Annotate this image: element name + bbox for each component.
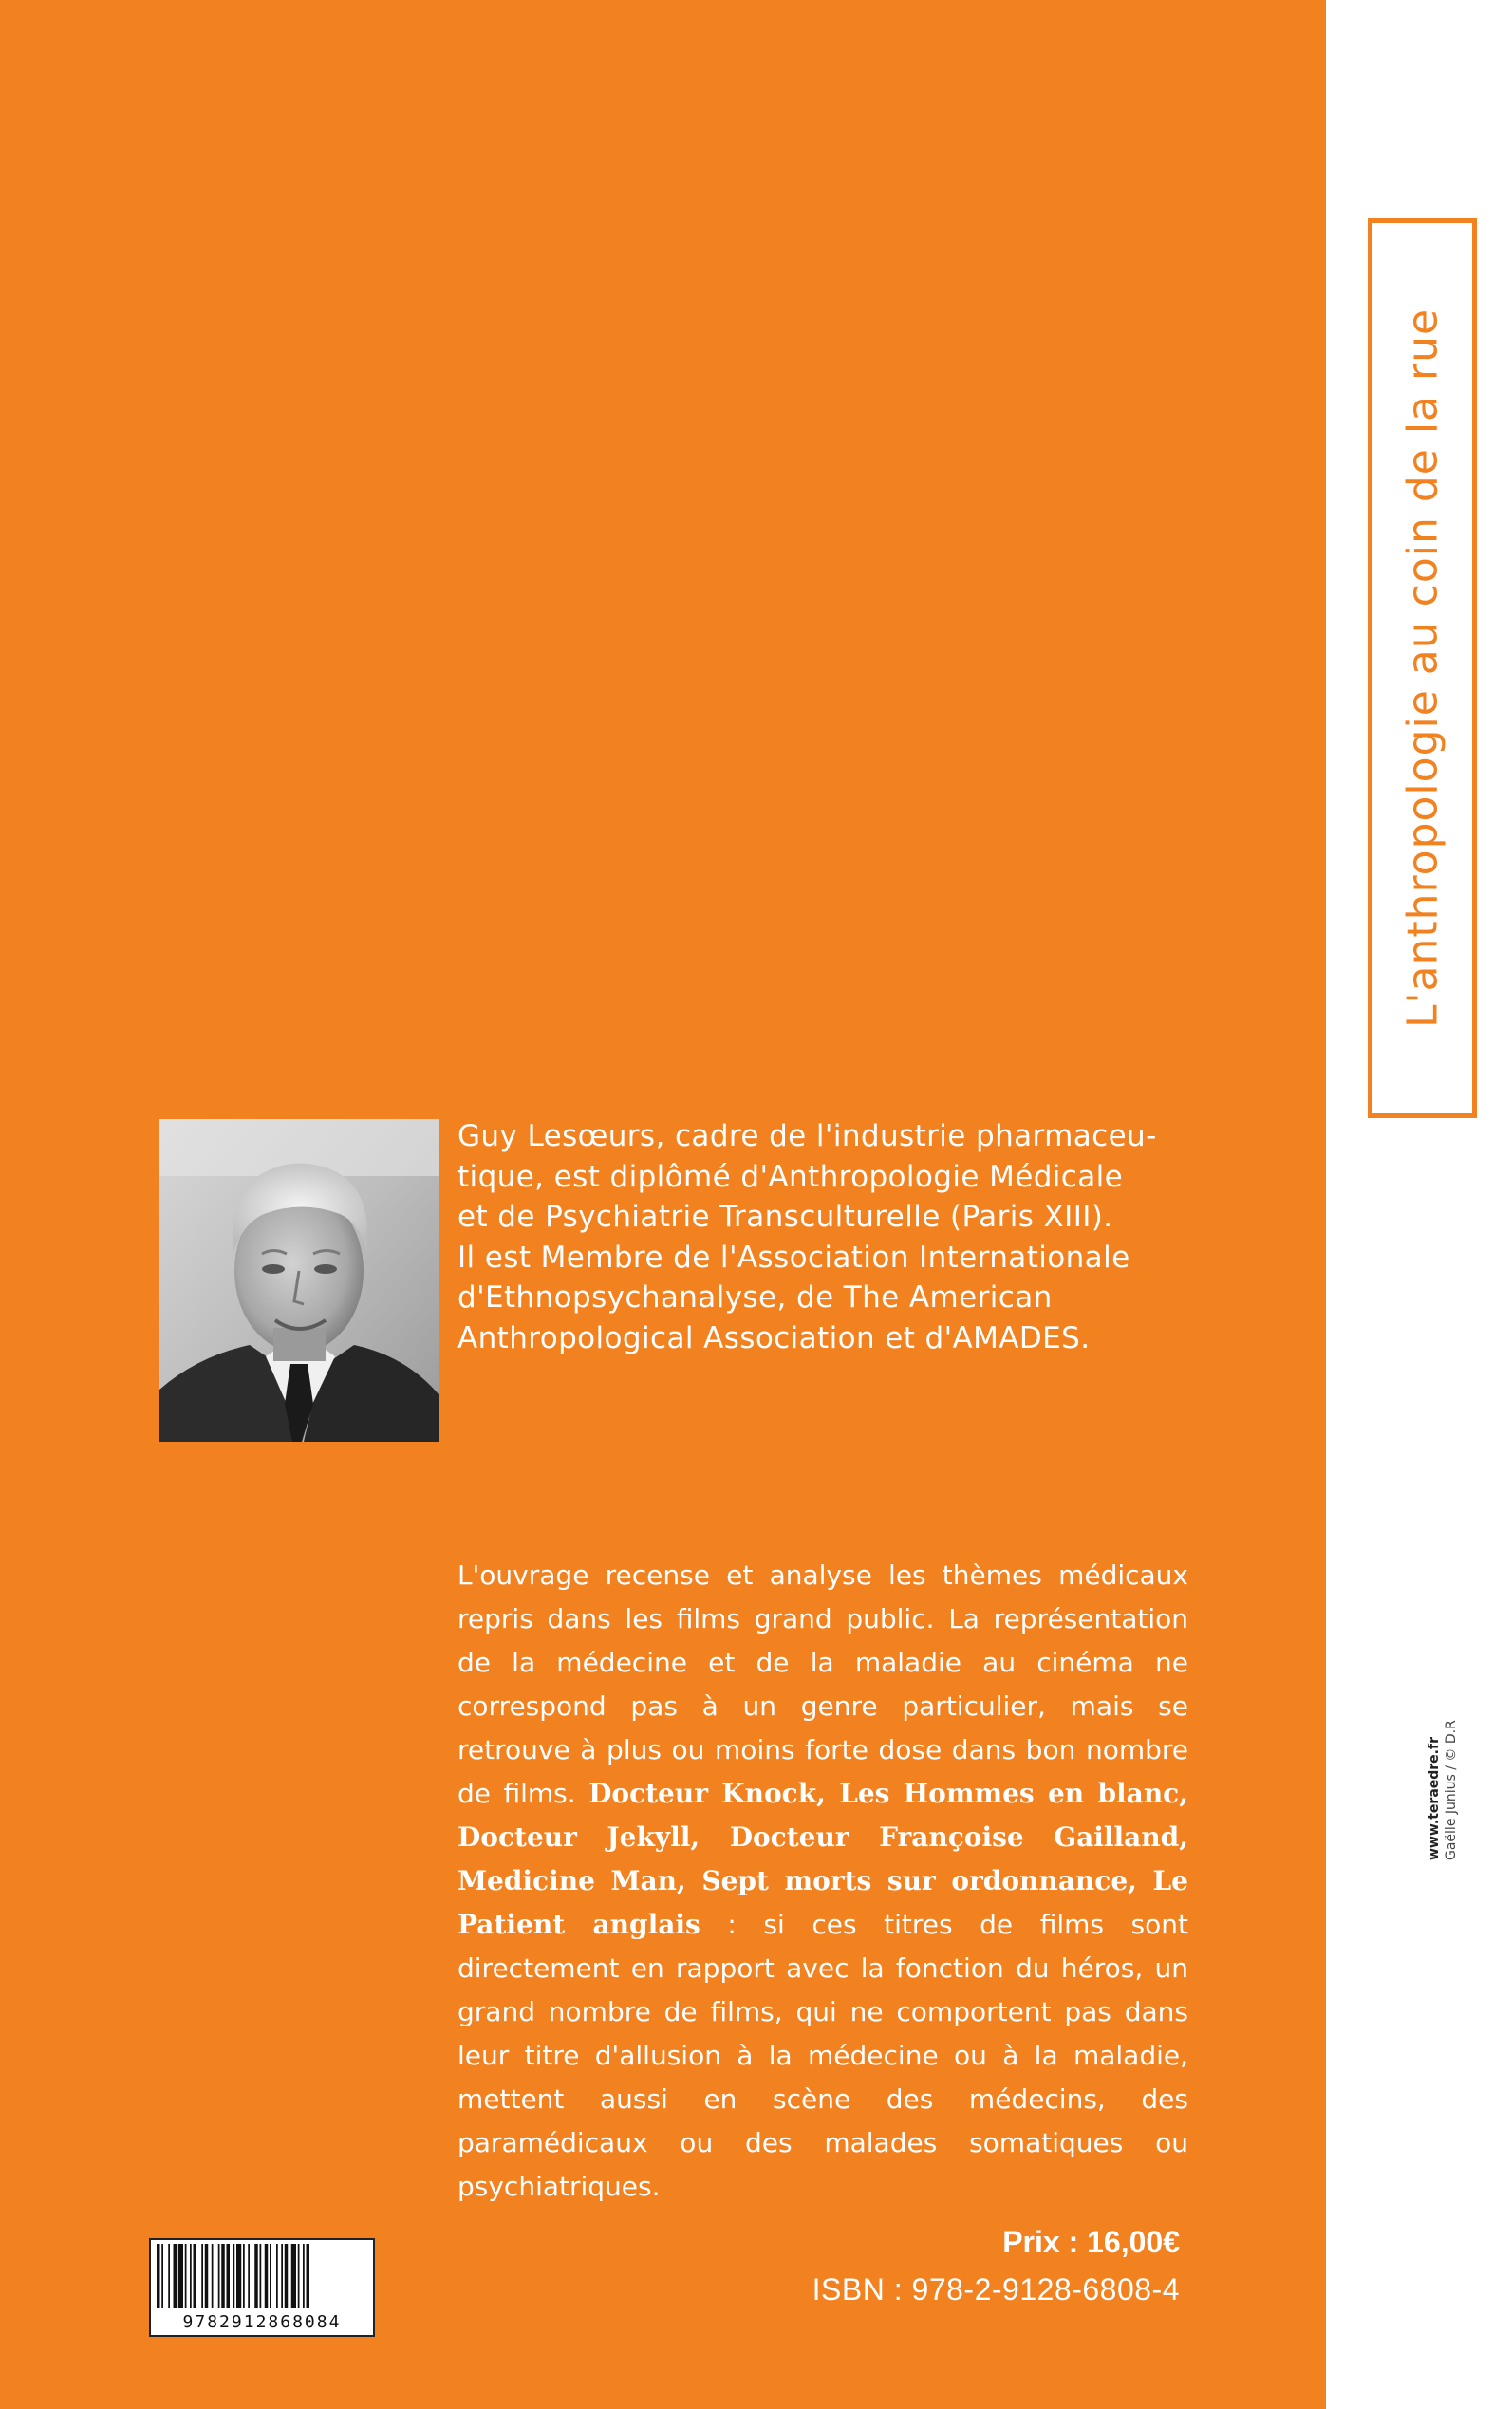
barcode-number: 9782912868084 [182,2312,342,2332]
barcode-bar [218,2244,220,2308]
barcode-bar [205,2244,209,2308]
barcode-bar [201,2244,203,2308]
author-bio-line: d'Ethnopsychanalyse, de The American [457,1280,1053,1315]
summary-outro: : si ces titres de films sont directement en rapport avec la fonction du héros, un grand nombre de films, qui ne comportent pas dans leur titre d'allusion à la médecine ou à la maladie, mettent aussi en scène des médecins, des paramédicaux ou des malades somatiques ou psychiatriques. [457,1909,1188,2202]
barcode-bar [243,2244,245,2308]
publisher-credits [1426,1720,1460,1860]
author-bio-line: Anthropological Association et d'AMADES. [457,1320,1091,1355]
author-bio [457,1116,1207,1358]
barcode-bar [307,2244,310,2308]
film-titles: Docteur Knock, Les Hommes en blanc, Docteur Jekyll, Docteur Françoise Gailland, Medicine Man, Sept morts sur ordonnance, Le Patient anglais [457,1778,1188,1940]
barcode-bar [178,2244,183,2308]
photo-credit: Gaëlle Junius / © D.R [1444,1720,1459,1860]
barcode-bar [260,2244,262,2308]
barcode-bar [157,2244,160,2308]
barcode-bar [174,2244,177,2308]
barcode-bar [248,2244,250,2308]
author-portrait-icon [159,1119,439,1442]
barcode-bar [212,2244,214,2308]
barcode-bar [168,2244,170,2308]
barcode [149,2238,375,2337]
barcode-bar [265,2244,269,2308]
price: Prix : 16,00€ [1002,2225,1180,2259]
barcode-bar [291,2244,296,2308]
barcode-bar [298,2244,300,2308]
author-bio-line: Guy Lesœurs, cadre de l'industrie pharmaceu- [457,1119,1157,1153]
series-title: L'anthropologie au coin de la rue [1398,308,1447,1029]
summary-intro: L'ouvrage recense et analyse les thèmes médicaux repris dans les films grand public. La représentation de la médecine et de la maladie au cinéma ne correspond pas à un genre particulier, mais se retrouve à plus ou moins forte dose dans bon nombre de films. [457,1559,1188,1809]
barcode-bar [254,2244,258,2308]
author-bio-line: et de Psychiatrie Transculturelle (Paris XIII). [457,1200,1113,1234]
author-photo [159,1119,439,1442]
barcode-bars-icon [155,2244,369,2308]
barcode-bar [270,2244,271,2308]
barcode-bar [303,2244,305,2308]
author-bio-line: Il est Membre de l'Association Internationale [457,1240,1130,1275]
publisher-website: www.teraedre.fr [1427,1737,1442,1860]
author-bio-line: tique, est diplômé d'Anthropologie Médicale [457,1159,1124,1194]
barcode-bar [276,2244,278,2308]
barcode-bar [236,2244,241,2308]
book-summary [457,1554,1188,2209]
barcode-bar [190,2244,192,2308]
series-title-frame [1368,218,1477,1118]
barcode-bar [285,2244,289,2308]
barcode-bar [233,2244,235,2308]
isbn: ISBN : 978-2-9128-6808-4 [812,2272,1180,2306]
barcode-bar [221,2244,225,2308]
barcode-bar [194,2244,197,2308]
barcode-bar [161,2244,163,2308]
barcode-bar [281,2244,283,2308]
barcode-bar [227,2244,231,2308]
barcode-bar [185,2244,187,2308]
